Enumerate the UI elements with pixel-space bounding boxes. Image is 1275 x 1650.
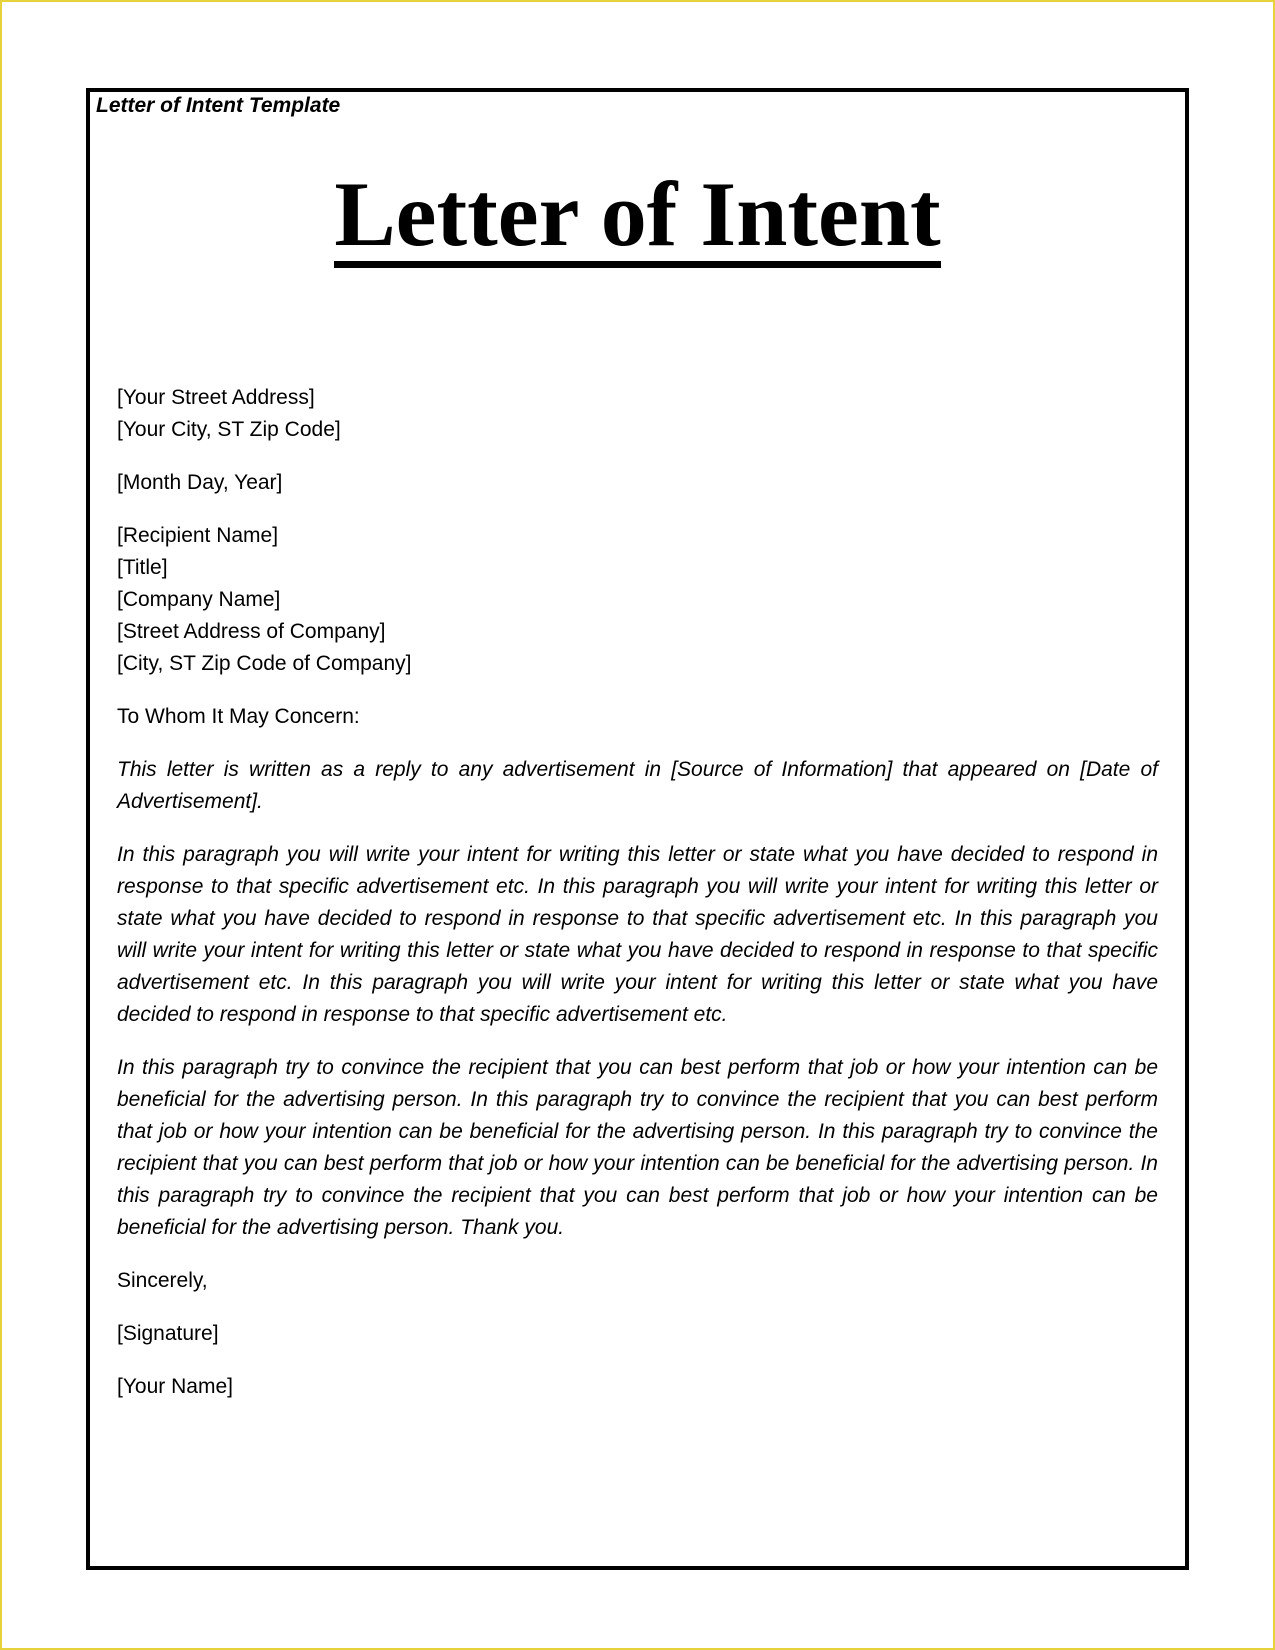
closing-text: Sincerely,	[117, 1269, 208, 1292]
sender-name-block	[117, 1371, 1158, 1403]
sender-street: [Your Street Address]	[117, 386, 315, 409]
date-text: [Month Day, Year]	[117, 471, 283, 494]
template-label: Letter of Intent Template	[96, 94, 341, 117]
signature-text: [Signature]	[117, 1322, 219, 1345]
letter-body	[117, 382, 1158, 1424]
recipient-company: [Company Name]	[117, 588, 281, 611]
letter-date	[117, 467, 1158, 499]
salutation	[117, 701, 1158, 733]
letter-frame	[86, 88, 1189, 1570]
sender-city: [Your City, ST Zip Code]	[117, 418, 341, 441]
paragraph-convince: In this paragraph try to convince the recipient that you can best perform that job or how your intention can be beneficial for the advertising person. In this paragraph try to convince the recipient that you can best perform that job or how your intention can be beneficial for the advertising person. In this paragraph try to convince the recipient that you can best perform that job or how your intention can be beneficial for the advertising person. In this paragraph try to convince the recipient that you can best perform that job or how your intention can be beneficial for the advertising person. Thank you.	[117, 1056, 1158, 1239]
salutation-text: To Whom It May Concern:	[117, 705, 360, 728]
document-title	[90, 164, 1185, 268]
paragraph-intent: In this paragraph you will write your intent for writing this letter or state what you have decided to respond in response to that specific advertisement etc. In this paragraph you will write your intent for writing this letter or state what you have decided to respond in response to that specific advertisement etc. In this paragraph you will write your intent for writing this letter or state what you have decided to respond in response to that specific advertisement etc. In this paragraph you will write your intent for writing this letter or state what you have decided to respond in response to that specific advertisement etc.	[117, 843, 1158, 1026]
recipient-city: [City, ST Zip Code of Company]	[117, 652, 412, 675]
signature-block	[117, 1318, 1158, 1350]
recipient-block	[117, 520, 1158, 680]
recipient-street: [Street Address of Company]	[117, 620, 386, 643]
sender-address	[117, 382, 1158, 446]
paragraph-intro: This letter is written as a reply to any advertisement in [Source of Information] that appeared on [Date of Advertisement].	[117, 758, 1158, 813]
closing	[117, 1265, 1158, 1297]
sender-name: [Your Name]	[117, 1375, 233, 1398]
document-title-text: Letter of Intent	[334, 168, 940, 268]
recipient-name: [Recipient Name]	[117, 524, 279, 547]
recipient-title: [Title]	[117, 556, 168, 579]
